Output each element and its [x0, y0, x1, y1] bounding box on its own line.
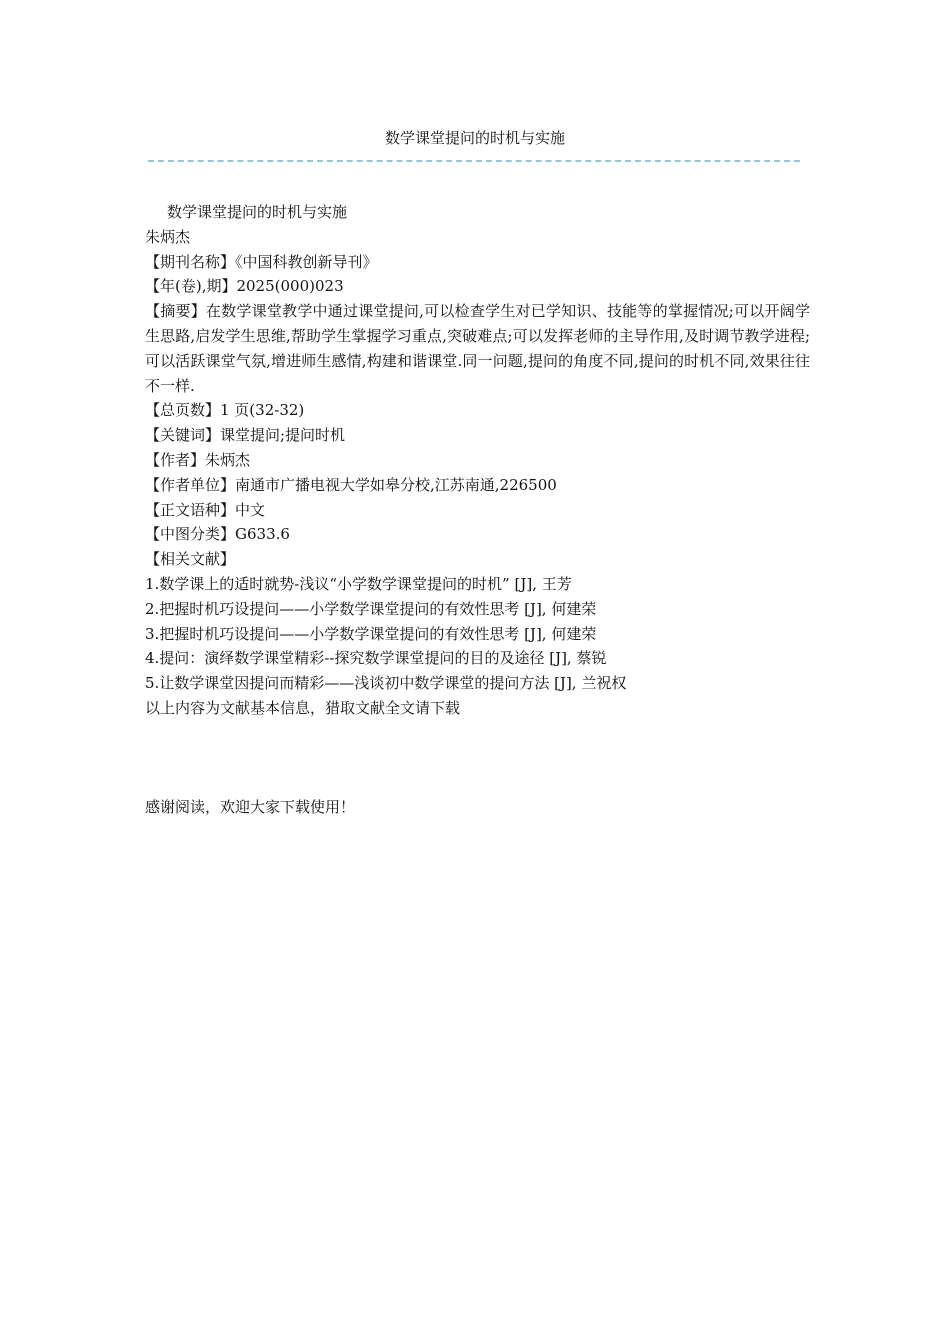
classification: 【中图分类】G633.6 — [145, 525, 290, 544]
article-author-line: 朱炳杰 — [145, 227, 191, 246]
reference-list — [145, 572, 810, 696]
author: 【作者】朱炳杰 — [145, 450, 251, 469]
related-literature-heading: 【相关文献】 — [145, 550, 236, 569]
reference-item: 3.把握时机巧设提问——小学数学课堂提问的有效性思考 [J], 何建荣 — [145, 624, 597, 643]
header-divider — [148, 160, 800, 162]
page-count: 【总页数】1 页(32-32) — [145, 401, 305, 420]
keywords: 【关键词】课堂提问;提问时机 — [145, 426, 346, 445]
reference-item: 2.把握时机巧设提问——小学数学课堂提问的有效性思考 [J], 何建荣 — [145, 599, 597, 618]
reference-item: 5.让数学课堂因提问而精彩——浅谈初中数学课堂的提问方法 [J], 兰祝权 — [145, 674, 627, 693]
page-header-title: 数学课堂提问的时机与实施 — [384, 129, 565, 147]
article-title: 数学课堂提问的时机与实施 — [167, 203, 348, 221]
download-note: 以上内容为文献基本信息，猎取文献全文请下载 — [145, 698, 461, 717]
author-affiliation: 【作者单位】南通市广播电视大学如皋分校,江苏南通,226500 — [145, 475, 557, 494]
year-issue: 【年(卷),期】2025(000)023 — [145, 277, 344, 296]
text-language: 【正文语种】中文 — [145, 500, 266, 519]
article-body — [145, 200, 810, 820]
reference-item: 4.提问：演绎数学课堂精彩--探究数学课堂提问的目的及途径 [J], 蔡锐 — [145, 649, 607, 668]
spacer — [145, 721, 810, 795]
reference-item: 1.数学课上的适时就势-浅议“小学数学课堂提问的时机” [J], 王芳 — [145, 574, 572, 593]
abstract: 【摘要】在数学课堂教学中通过课堂提问,可以检查学生对已学知识、技能等的掌握情况;可以开阔学生思路,启发学生思维,帮助学生掌握学习重点,突破难点;可以发挥老师的主导作用,及时调节教学进程;可以活跃课堂气氛,增进师生感情,构建和谐课堂.同一问题,提问的角度不同,提问的时机不同,效果往往不一样. — [145, 302, 810, 395]
journal-name: 【期刊名称】《中国科教创新导刊》 — [145, 252, 378, 271]
thanks-note: 感谢阅读，欢迎大家下载使用！ — [145, 797, 356, 816]
